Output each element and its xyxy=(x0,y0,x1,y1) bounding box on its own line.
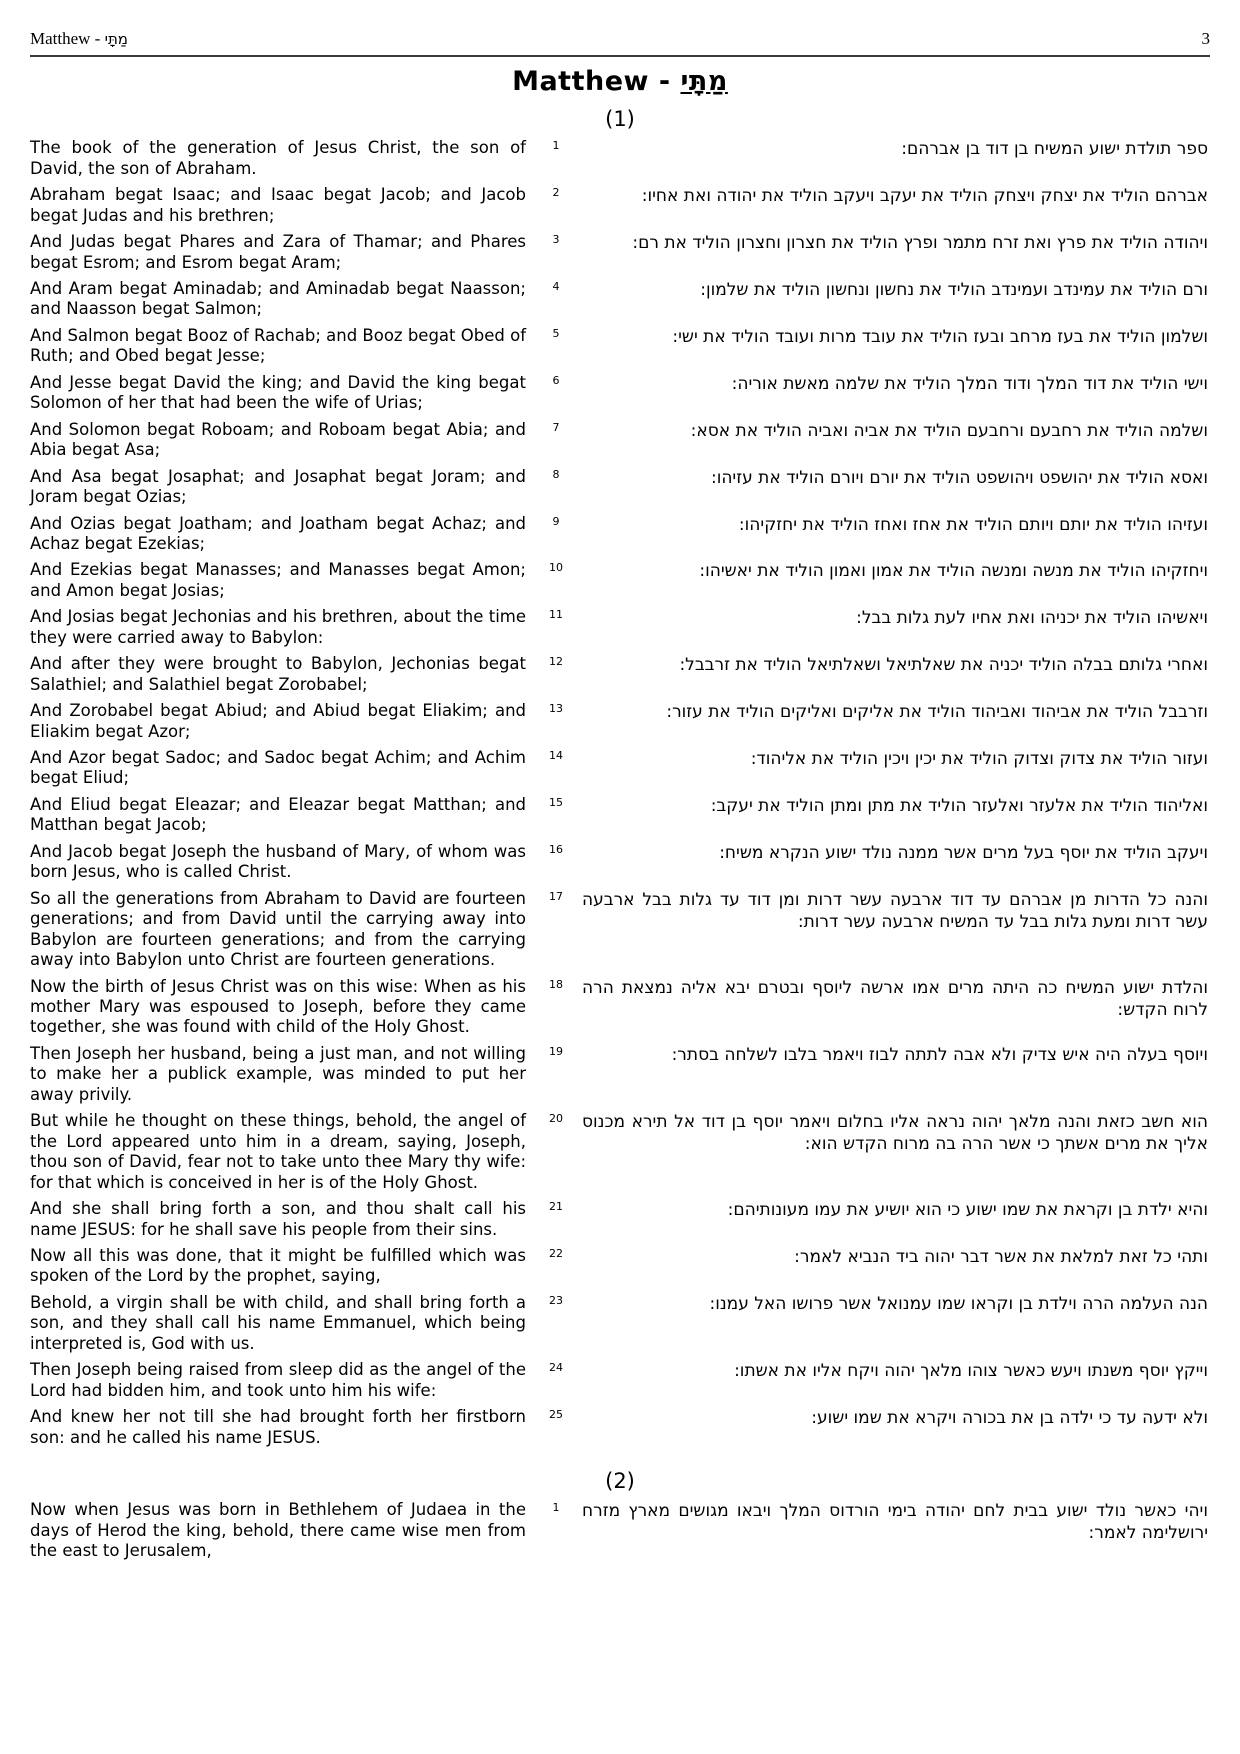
verse-text-english: Abraham begat Isaac; and Isaac begat Jacob; and Jacob begat Judas and his brethren; xyxy=(30,185,526,225)
verse-row xyxy=(30,607,1210,648)
verse-text-english: And Aram begat Aminadab; and Aminadab begat Naasson; and Naasson begat Salmon; xyxy=(30,278,526,319)
verse-number: 10 xyxy=(549,561,563,575)
verse-text-hebrew: וזרבבל הוליד את אביהוד ואביהוד הוליד את אליקים ואליקים הוליד את עזור: xyxy=(666,702,1208,723)
verse-text-hebrew: והנה כל הדרות מן אברהם עד דוד ארבעה עשר דרות ומן דוד עד גלות בבל ארבעה עשר דרות ומעת גלות בבל עד המשיח ארבעה עשר דרות: xyxy=(582,889,1208,932)
verse-text-hebrew: ועזיהו הוליד את יותם ויותם הוליד את אחז ואחז הוליד את יחזקיהו: xyxy=(738,514,1208,535)
verse-text-english: And Jacob begat Joseph the husband of Mary, of whom was born Jesus, who is called Christ. xyxy=(30,841,526,882)
verse-text-hebrew: ספר תולדת ישוע המשיח בן דוד בן אברהם: xyxy=(901,139,1208,160)
verse-row xyxy=(30,701,1210,742)
running-header-book-hebrew: מַתָּי xyxy=(104,30,128,48)
verse-row xyxy=(30,842,1210,883)
verse-row xyxy=(30,514,1210,555)
page-title-hebrew: מַתָּי xyxy=(680,66,728,97)
verse-row xyxy=(30,232,1210,273)
verse-text-english: And Jesse begat David the king; and David the king begat Solomon of her that had been the wife of Urias; xyxy=(30,372,526,413)
verse-text-hebrew: ועזור הוליד את צדוק וצדוק הוליד את יכין ויכין הוליד את אליהוד: xyxy=(750,749,1208,770)
chapter-marker: (2) xyxy=(605,1469,635,1494)
running-header-book xyxy=(30,30,128,49)
verse-row xyxy=(30,1500,1210,1561)
verse-number: 21 xyxy=(549,1200,563,1214)
verse-row xyxy=(30,373,1210,414)
verse-row xyxy=(30,1199,1210,1240)
verse-number: 3 xyxy=(552,233,560,247)
verse-row xyxy=(30,1360,1210,1401)
verse-text-hebrew: ולא ידעה עד כי ילדה בן את בכורה ויקרא את שמו ישוע: xyxy=(811,1408,1208,1429)
verse-text-english: And Salmon begat Booz of Rachab; and Booz begat Obed of Ruth; and Obed begat Jesse; xyxy=(30,325,526,366)
verse-text-hebrew: ורם הוליד את עמינדב ועמינדב הוליד את נחשון ונחשון הוליד את שלמון: xyxy=(700,279,1208,300)
verse-text-english: And Josias begat Jechonias and his brethren, about the time they were carried away to Babylon: xyxy=(30,607,526,647)
verse-text-english: So all the generations from Abraham to David are fourteen generations; and from David until the carrying away into Babylon are fourteen generations; and from the carrying away into Babylon unto Christ are fourteen generations. xyxy=(30,888,526,970)
verse-row xyxy=(30,977,1210,1038)
verse-text-english: And Eliud begat Eleazar; and Eleazar begat Matthan; and Matthan begat Jacob; xyxy=(30,794,526,835)
verse-text-english: Now the birth of Jesus Christ was on this wise: When as his mother Mary was espoused to Joseph, before they came together, she was found with child of the Holy Ghost. xyxy=(30,976,526,1037)
verse-number: 14 xyxy=(549,749,563,763)
verse-number: 4 xyxy=(552,279,560,293)
verse-number: 8 xyxy=(552,467,560,481)
verse-text-english: Then Joseph her husband, being a just man, and not willing to make her a publick example, was minded to put her away privily. xyxy=(30,1043,526,1104)
verse-number: 1 xyxy=(552,1501,560,1515)
verse-row xyxy=(30,1246,1210,1287)
verse-text-english: And Ozias begat Joatham; and Joatham begat Achaz; and Achaz begat Ezekias; xyxy=(30,513,526,553)
verse-text-hebrew: והלדת ישוע המשיח כה היתה מרים אמו ארשה ליוסף ובטרם יבא אליה נמצאת הרה לרוח הקדש: xyxy=(582,977,1208,1020)
verse-row xyxy=(30,1293,1210,1354)
verse-row xyxy=(30,1111,1210,1193)
header-divider xyxy=(30,55,1210,57)
verse-text-hebrew: ויעקב הוליד את יוסף בעל מרים אשר ממנה נולד ישוע הנקרא משיח: xyxy=(719,842,1208,863)
verse-row xyxy=(30,279,1210,320)
page-title xyxy=(0,66,1240,97)
verse-row xyxy=(30,795,1210,836)
verse-text-english: But while he thought on these things, behold, the angel of the Lord appeared unto him in a dream, saying, Joseph, thou son of David, fear not to take unto thee Mary thy wife: for that which is conceived in her is of the Holy Ghost. xyxy=(30,1111,526,1192)
verse-number: 15 xyxy=(549,795,563,809)
verse-text-hebrew: ואחרי גלותם בבלה הוליד יכניה את שאלתיאל ושאלתיאל הוליד את זרבבל: xyxy=(679,655,1208,676)
verse-text-english: And knew her not till she had brought forth her firstborn son: and he called his name JESUS. xyxy=(30,1407,526,1447)
verse-text-hebrew: אברהם הוליד את יצחק ויצחק הוליד את יעקב ויעקב הוליד את יהודה ואת אחיו: xyxy=(641,186,1208,207)
verse-number: 19 xyxy=(549,1044,563,1058)
verse-number: 12 xyxy=(549,655,563,669)
verse-row xyxy=(30,326,1210,367)
verse-text-english: And Azor begat Sadoc; and Sadoc begat Achim; and Achim begat Eliud; xyxy=(30,748,526,788)
verse-text-english: Now when Jesus was born in Bethlehem of Judaea in the days of Herod the king, behold, there came wise men from the east to Jerusalem, xyxy=(30,1500,526,1561)
verse-number: 9 xyxy=(552,514,560,528)
verse-text-english: And Solomon begat Roboam; and Roboam begat Abia; and Abia begat Asa; xyxy=(30,419,526,460)
verse-text-hebrew: ויהודה הוליד את פרץ ואת זרח מתמר ופרץ הוליד את חצרון וחצרון הוליד את רם: xyxy=(632,233,1208,254)
verse-number: 25 xyxy=(549,1408,563,1422)
verse-row xyxy=(30,889,1210,971)
verse-number: 20 xyxy=(549,1112,563,1126)
verse-number: 16 xyxy=(549,842,563,856)
verse-row xyxy=(30,1044,1210,1105)
bible-text-body xyxy=(30,104,1210,1568)
verse-number: 17 xyxy=(549,889,563,903)
running-header-book-english: Matthew - xyxy=(30,29,105,48)
verse-text-hebrew: וייקץ יוסף משנתו ויעש כאשר צוהו מלאך יהוה ויקח אליו את אשתו: xyxy=(734,1361,1208,1382)
verse-text-english: Then Joseph being raised from sleep did as the angel of the Lord had bidden him, and took unto him his wife: xyxy=(30,1360,526,1400)
verse-text-english: Now all this was done, that it might be fulfilled which was spoken of the Lord by the prophet, saying, xyxy=(30,1246,526,1286)
verse-row xyxy=(30,138,1210,179)
verse-text-hebrew: והיא ילדת בן וקראת את שמו ישוע כי הוא יושיע את עמו מעונותיהם: xyxy=(727,1200,1208,1221)
running-header xyxy=(30,30,1210,64)
verse-text-english: And after they were brought to Babylon, Jechonias begat Salathiel; and Salathiel begat Zorobabel; xyxy=(30,654,526,694)
verse-text-english: Behold, a virgin shall be with child, and shall bring forth a son, and they shall call his name Emmanuel, which being interpreted is, God with us. xyxy=(30,1292,526,1353)
verse-text-english: And Asa begat Josaphat; and Josaphat begat Joram; and Joram begat Ozias; xyxy=(30,466,526,507)
verse-text-hebrew: ושלמון הוליד את בעז מרחב ובעז הוליד את עובד מרות ועובד הוליד את ישי: xyxy=(672,326,1208,347)
verse-text-english: And Zorobabel begat Abiud; and Abiud begat Eliakim; and Eliakim begat Azor; xyxy=(30,701,526,741)
verse-number: 1 xyxy=(552,139,560,153)
verse-text-hebrew: ויוסף בעלה היה איש צדיק ולא אבה לתתה לבוז ויאמר בלבו לשלחה בסתר: xyxy=(671,1044,1208,1065)
verse-number: 23 xyxy=(549,1293,563,1307)
verse-number: 11 xyxy=(549,608,563,622)
verse-row xyxy=(30,185,1210,226)
verse-text-hebrew: הנה העלמה הרה וילדת בן וקראו שמו עמנואל אשר פרושו האל עמנו: xyxy=(709,1293,1208,1314)
page-title-english: Matthew - xyxy=(512,66,681,97)
verse-text-hebrew: ותהי כל זאת למלאת את אשר דבר יהוה ביד הנביא לאמר: xyxy=(794,1247,1208,1267)
verse-row xyxy=(30,1407,1210,1448)
verse-row xyxy=(30,467,1210,508)
verse-row xyxy=(30,654,1210,695)
verse-row xyxy=(30,420,1210,461)
verse-number: 22 xyxy=(549,1247,563,1260)
verse-number: 6 xyxy=(552,373,560,387)
verse-text-english: And Judas begat Phares and Zara of Thamar; and Phares begat Esrom; and Esrom begat Aram; xyxy=(30,232,526,272)
verse-text-hebrew: ויאשיהו הוליד את יכניהו ואת אחיו לעת גלות בבל: xyxy=(856,608,1208,629)
verse-number: 2 xyxy=(552,186,560,200)
verse-number: 7 xyxy=(552,420,560,434)
verse-number: 24 xyxy=(549,1361,563,1375)
verse-number: 5 xyxy=(552,326,560,340)
verse-text-english: And she shall bring forth a son, and thou shalt call his name JESUS: for he shall save his people from their sins. xyxy=(30,1199,526,1239)
verse-row xyxy=(30,748,1210,789)
chapter-marker: (1) xyxy=(605,107,635,131)
verse-text-hebrew: ושלמה הוליד את רחבעם ורחבעם הוליד את אביה ואביה הוליד את אסא: xyxy=(690,420,1208,441)
verse-text-english: And Ezekias begat Manasses; and Manasses begat Amon; and Amon begat Josias; xyxy=(30,560,526,600)
verse-number: 13 xyxy=(549,702,563,716)
verse-number: 18 xyxy=(549,977,563,991)
verse-text-hebrew: ויחזקיהו הוליד את מנשה ומנשה הוליד את אמון ואמון הוליד את יאשיהו: xyxy=(699,561,1208,582)
verse-text-hebrew: ואליהוד הוליד את אלעזר ואלעזר הוליד את מתן ומתן הוליד את יעקב: xyxy=(710,795,1208,816)
page-number: 3 xyxy=(1201,29,1210,48)
verse-row xyxy=(30,560,1210,601)
verse-text-hebrew: ואסא הוליד את יהושפט ויהושפט הוליד את יורם ויורם הוליד את עזיהו: xyxy=(710,467,1208,488)
verse-text-hebrew: ויהי כאשר נולד ישוע בבית לחם יהודה בימי הורדוס המלך ויבאו מגושים מארץ מזרח ירושלימה לאמר: xyxy=(582,1501,1208,1544)
verse-text-hebrew: הוא חשב כזאת והנה מלאך יהוה נראה אליו בחלום ויאמר יוסף בן דוד אל תירא מכנוס אליך את מרים אשתך כי אשר הרה בה מרוח הקדש הוא: xyxy=(582,1112,1208,1155)
verse-text-english: The book of the generation of Jesus Christ, the son of David, the son of Abraham. xyxy=(30,138,526,178)
verse-text-hebrew: וישי הוליד את דוד המלך ודוד המלך הוליד את שלמה מאשת אוריה: xyxy=(731,373,1208,394)
